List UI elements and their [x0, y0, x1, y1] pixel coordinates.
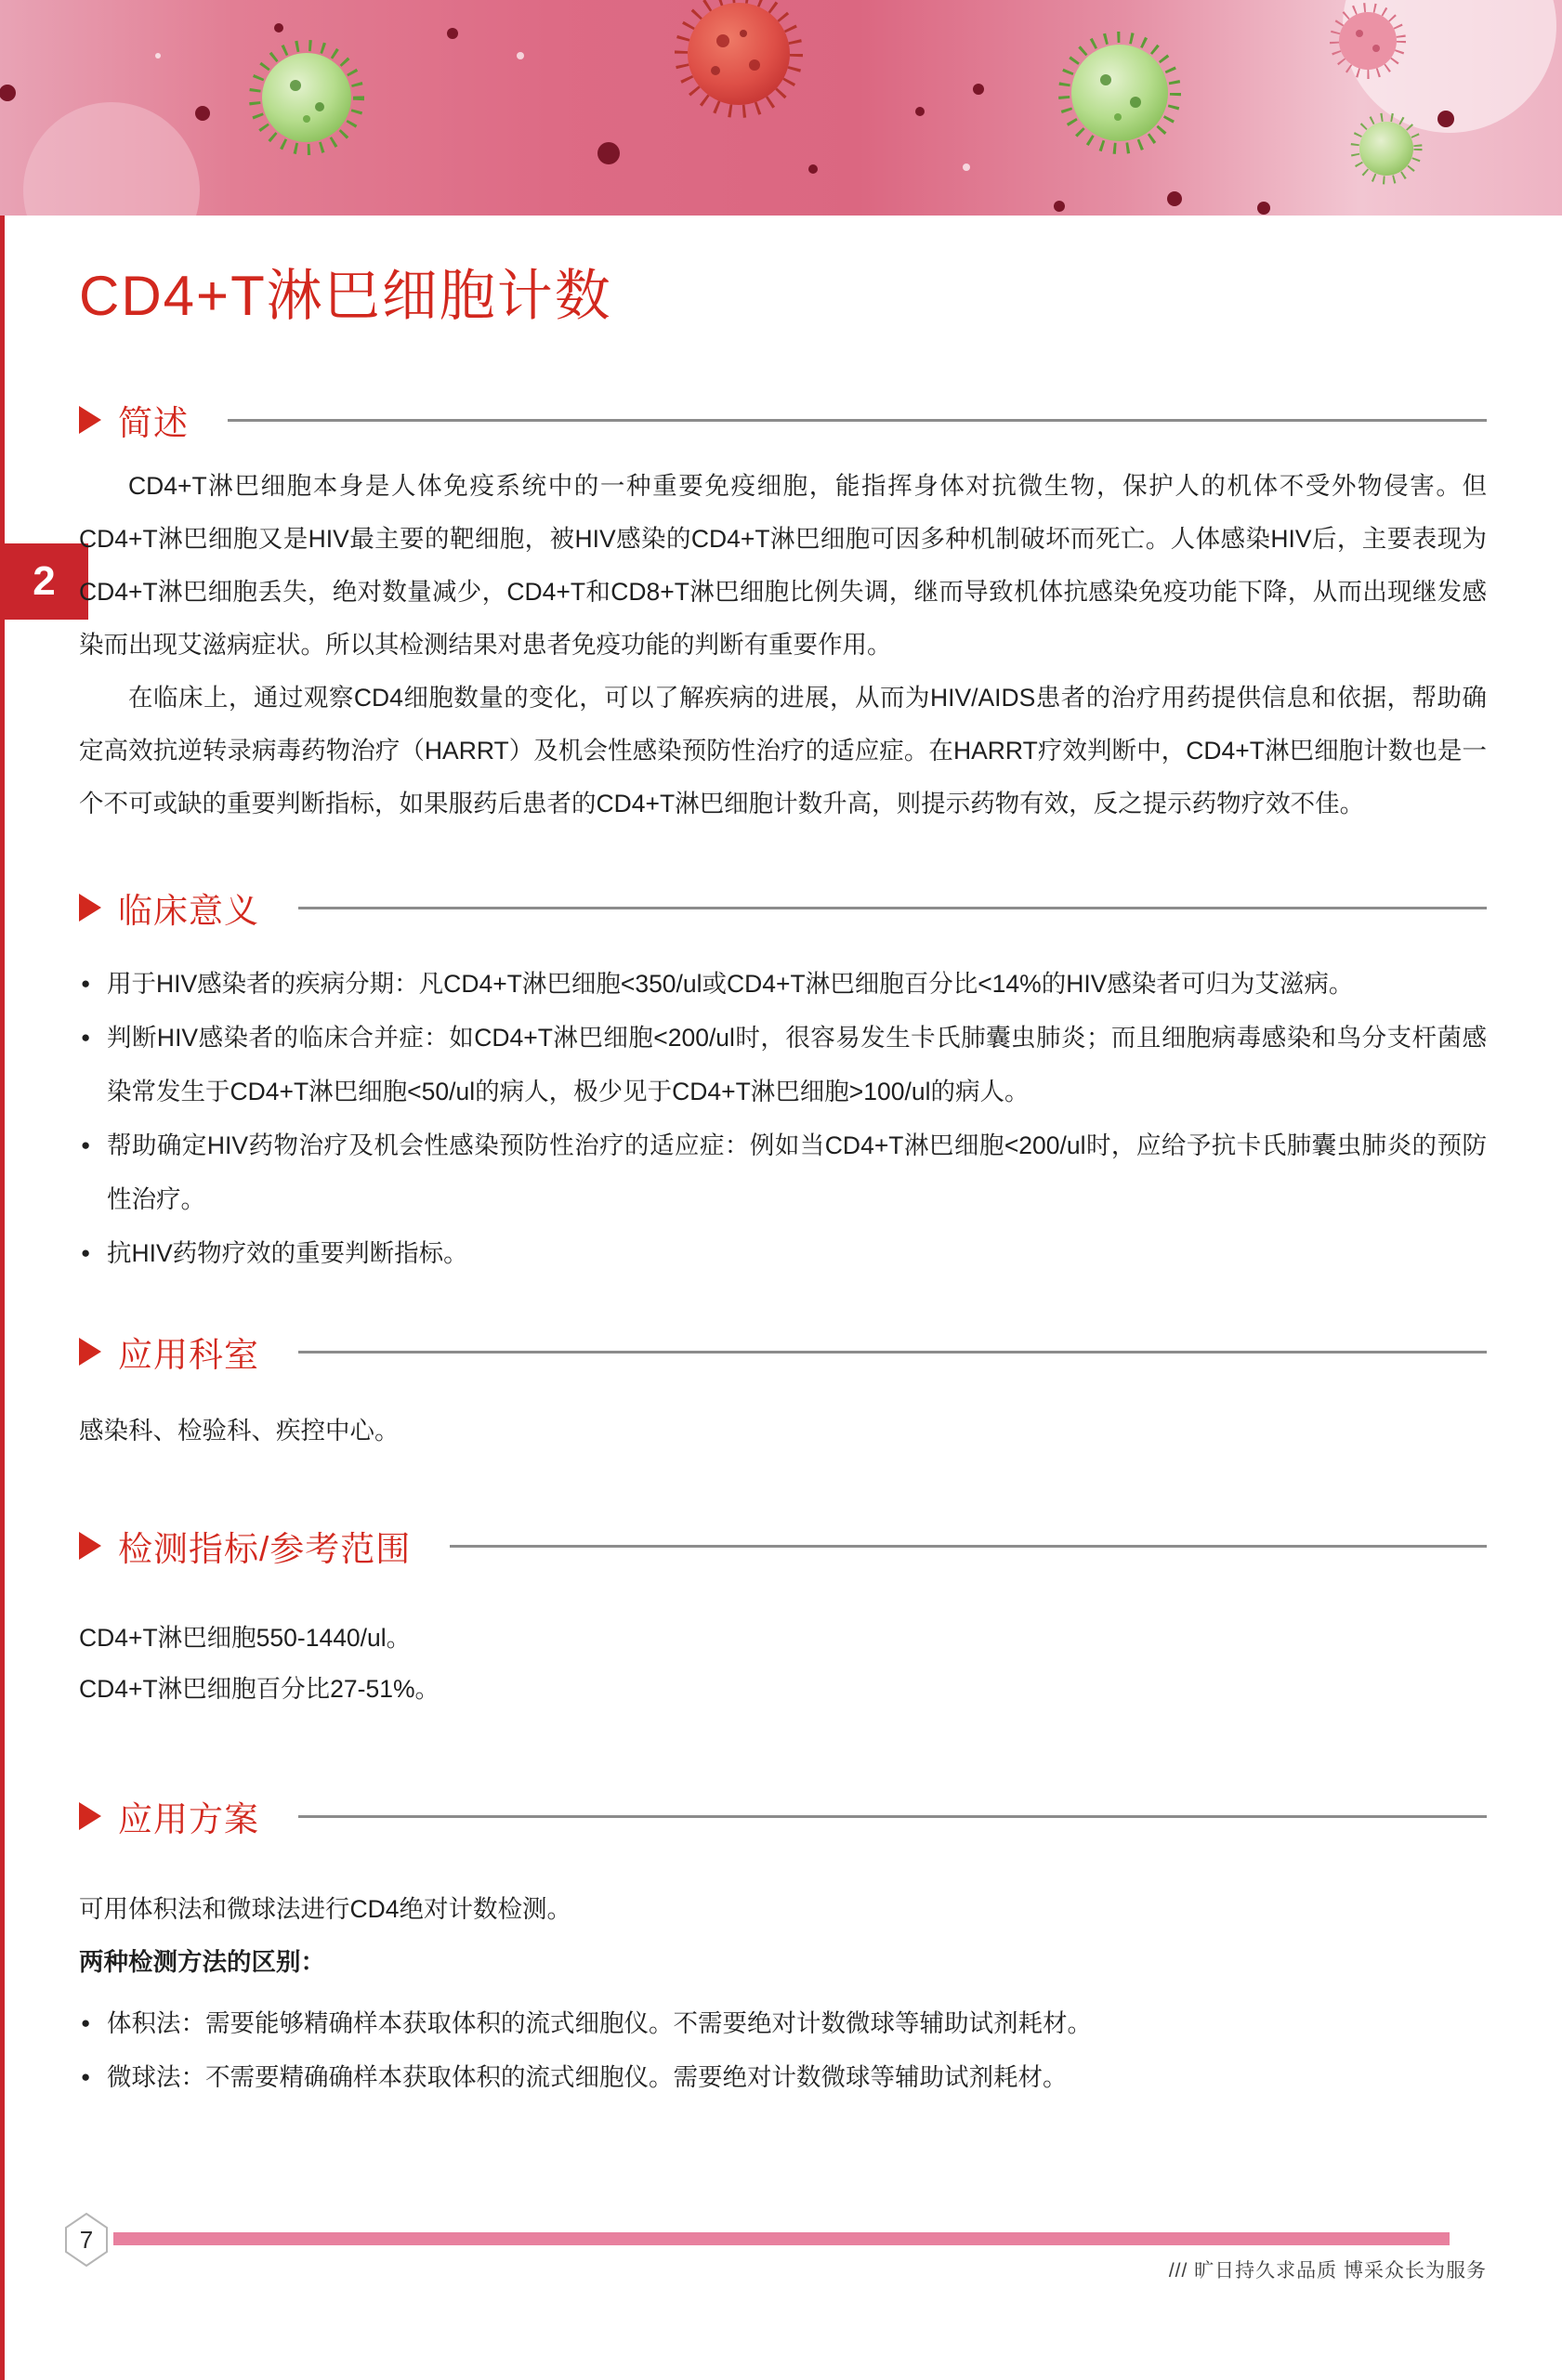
banner-illustration	[0, 0, 1562, 216]
section-title: 临床意义	[118, 892, 259, 930]
page-number: 7	[79, 2225, 94, 2254]
left-accent-line	[0, 216, 5, 2380]
triangle-icon	[79, 1802, 101, 1830]
list-item: ● 抗HIV药物疗效的重要判断指标。	[79, 1226, 1487, 1280]
plan-subheading: 两种检测方法的区别：	[79, 1948, 325, 1976]
section-heading-overview	[79, 395, 1487, 445]
list-item: ● 用于HIV感染者的疾病分期：凡CD4+T淋巴细胞<350/ul或CD4+T淋巴细胞百分比<14%的HIV感染者可归为艾滋病。	[79, 957, 1487, 1011]
heading-rule	[298, 907, 1487, 909]
plan-paragraph: 可用体积法和微球法进行CD4绝对计数检测。	[79, 1895, 572, 1923]
footer-slogan: /// 旷日持久求品质 博采众长为服务	[1168, 2260, 1487, 2282]
list-item: ● 帮助确定HIV药物治疗及机会性感染预防性治疗的适应症：例如当CD4+T淋巴细胞<200/ul时，应给予抗卡氏肺囊虫肺炎的预防性治疗。	[79, 1118, 1487, 1226]
reference-line: CD4+T淋巴细胞550-1440/ul。	[79, 1624, 412, 1652]
section-title: 检测指标/参考范围	[118, 1530, 412, 1568]
list-item: ● 判断HIV感染者的临床合并症：如CD4+T淋巴细胞<200/ul时，很容易发生卡氏肺囊虫肺炎；而且细胞病毒感染和鸟分支杆菌感染常发生于CD4+T淋巴细胞<50/ul的病人，极少见于CD4+T淋巴细胞>100/ul的病人。	[79, 1011, 1487, 1118]
triangle-icon	[79, 406, 101, 434]
list-item: ● 体积法：需要能够精确样本获取体积的流式细胞仪。不需要绝对计数微球等辅助试剂耗材。	[79, 1996, 1487, 2050]
section-heading-application-plan	[79, 1791, 1487, 1841]
list-item: ● 微球法：不需要精确确样本获取体积的流式细胞仪。需要绝对计数微球等辅助试剂耗材。	[79, 2050, 1487, 2104]
page-number-badge	[65, 2213, 108, 2267]
clinical-significance-list	[79, 957, 1487, 1280]
heading-rule	[298, 1815, 1487, 1818]
footer-pink-bar	[113, 2232, 1450, 2245]
section-title: 简述	[118, 404, 189, 442]
section-heading-departments	[79, 1327, 1487, 1377]
page-title: CD4+T淋巴细胞计数	[79, 265, 612, 327]
triangle-icon	[79, 1338, 101, 1366]
heading-rule	[228, 419, 1487, 422]
triangle-icon	[79, 1532, 101, 1560]
overview-paragraph: CD4+T淋巴细胞本身是人体免疫系统中的一种重要免疫细胞，能指挥身体对抗微生物，保护人的机体不受外物侵害。但CD4+T淋巴细胞又是HIV最主要的靶细胞，被HIV感染的CD4+T淋巴细胞可因多种机制破坏而死亡。人体感染HIV后，主要表现为CD4+T淋巴细胞丢失，绝对数量减少，CD4+T和CD8+T淋巴细胞比例失调，继而导致机体抗感染免疫功能下降，从而出现继发感染而出现艾滋病症状。所以其检测结果对患者免疫功能的判断有重要作用。	[79, 472, 1487, 659]
chapter-tab	[0, 543, 88, 620]
section-title: 应用方案	[118, 1800, 259, 1838]
heading-rule	[298, 1351, 1487, 1353]
section-heading-reference-range	[79, 1521, 1487, 1571]
method-difference-list	[79, 1996, 1487, 2104]
header-banner-image	[0, 0, 1562, 216]
reference-line: CD4+T淋巴细胞百分比27-51%。	[79, 1675, 440, 1703]
heading-rule	[450, 1545, 1487, 1548]
section-title: 应用科室	[118, 1336, 259, 1374]
section-heading-clinical-significance	[79, 883, 1487, 933]
triangle-icon	[79, 894, 101, 922]
content-area	[79, 216, 1487, 2104]
chapter-tab-number: 2	[33, 558, 56, 604]
departments-paragraph: 感染科、检验科、疾控中心。	[79, 1417, 400, 1445]
overview-paragraph: 在临床上，通过观察CD4细胞数量的变化，可以了解疾病的进展，从而为HIV/AIDS患者的治疗用药提供信息和依据，帮助确定高效抗逆转录病毒药物治疗（HARRT）及机会性感染预防性治疗的适应症。在HARRT疗效判断中，CD4+T淋巴细胞计数也是一个不可或缺的重要判断指标，如果服药后患者的CD4+T淋巴细胞计数升高，则提示药物有效，反之提示药物疗效不佳。	[79, 684, 1487, 817]
